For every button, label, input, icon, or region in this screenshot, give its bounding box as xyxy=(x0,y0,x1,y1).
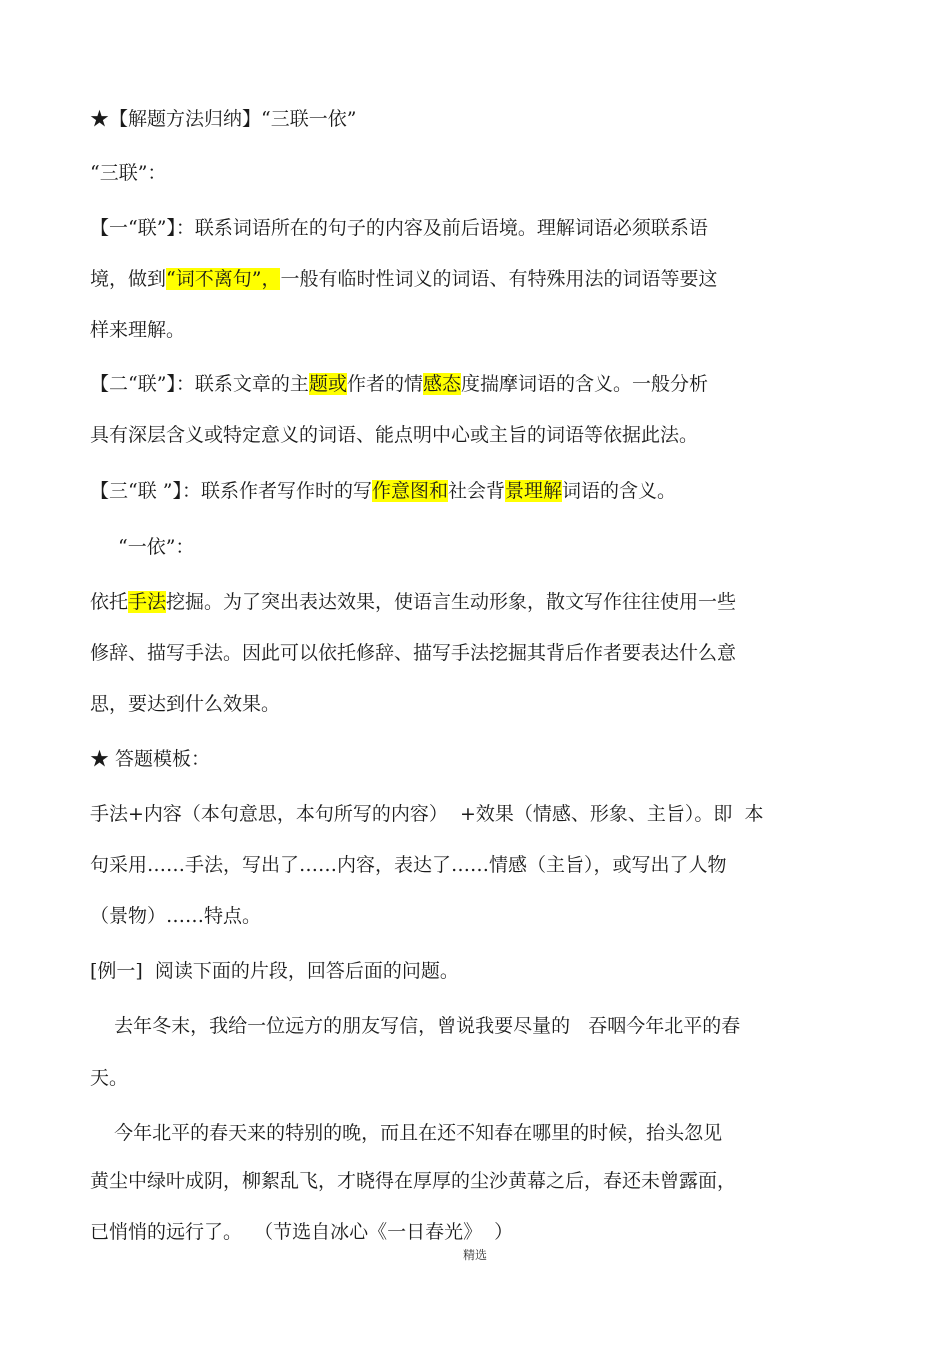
rule2-line2: 具有深层含义或特定意义的词语、能点明中心或主旨的词语等依据此法。 xyxy=(90,424,699,446)
rule3-line xyxy=(90,478,676,504)
highlight: 感态 xyxy=(422,373,461,395)
rule1-text: 一般有临时性词义的词语、有特殊用法的词语等要这 xyxy=(280,268,718,290)
template-heading: ★ 答题模板： xyxy=(90,748,211,770)
sanlian-heading: “三联”： xyxy=(90,162,167,184)
highlight: 作意图和 xyxy=(371,480,448,502)
page-footer: 精选 xyxy=(462,1248,487,1262)
yiyi-heading: “一依”： xyxy=(118,536,195,558)
passage-p1-line2: 天。 xyxy=(90,1067,129,1089)
passage-p2-line1: 今年北平的春天来的特别的晚，而且在还不知春在哪里的时候，抬头忽见 xyxy=(90,1122,723,1144)
template-line3: （景物）……特点。 xyxy=(90,905,262,927)
rule2-text: 作者的情 xyxy=(346,373,423,395)
highlight: “词不离句”， xyxy=(166,268,281,290)
highlight: 景理解 xyxy=(505,480,563,502)
yiyi-text: 挖掘。为了突出表达效果，使语言生动形象，散文写作往往使用一些 xyxy=(166,591,737,613)
yiyi-text: 依托 xyxy=(90,591,129,613)
rule1-text: 境，做到 xyxy=(90,268,167,290)
rule1-line2 xyxy=(90,266,717,292)
example-label: [例一] 阅读下面的片段，回答后面的问题。 xyxy=(90,960,459,982)
rule3-text: 词语的含义。 xyxy=(562,480,677,502)
template-line1: 手法+内容（本句意思，本句所写的内容） +效果（情感、形象、主旨）。即 本 xyxy=(90,803,764,825)
passage-p2-line3: 已悄悄的远行了。 （节选自冰心《一日春光》 ） xyxy=(90,1221,514,1243)
template-line2: 句采用……手法，写出了……内容，表达了……情感（主旨），或写出了人物 xyxy=(90,854,727,876)
rule3-text: 社会背 xyxy=(447,480,505,502)
passage-p1-line1: 去年冬末，我给一位远方的朋友写信，曾说我要尽量的 吞咽今年北平的春 xyxy=(90,1015,741,1037)
yiyi-line3: 思，要达到什么效果。 xyxy=(90,693,281,715)
rule1-line1: 【一“联”】：联系词语所在的句子的内容及前后语境。理解词语必须联系语 xyxy=(90,217,708,239)
rule3-text: 【三“联 ”】：联系作者写作时的写 xyxy=(90,480,372,502)
highlight: 题或 xyxy=(308,373,347,395)
rule2-line1 xyxy=(90,371,708,397)
rule1-line3: 样来理解。 xyxy=(90,319,186,341)
yiyi-line2: 修辞、描写手法。因此可以依托修辞、描写手法挖掘其背后作者要表达什么意 xyxy=(90,642,737,664)
passage-p2-line2: 黄尘中绿叶成阴，柳絮乱飞，才晓得在厚厚的尘沙黄幕之后，春还未曾露面， xyxy=(90,1170,737,1192)
method-title: ★【解题方法归纳】“三联一依” xyxy=(90,108,357,130)
rule2-text: 度揣摩词语的含义。一般分析 xyxy=(460,373,708,395)
highlight: 手法 xyxy=(128,591,167,613)
rule2-text: 【二“联”】：联系文章的主 xyxy=(90,373,309,395)
yiyi-line1 xyxy=(90,589,736,615)
